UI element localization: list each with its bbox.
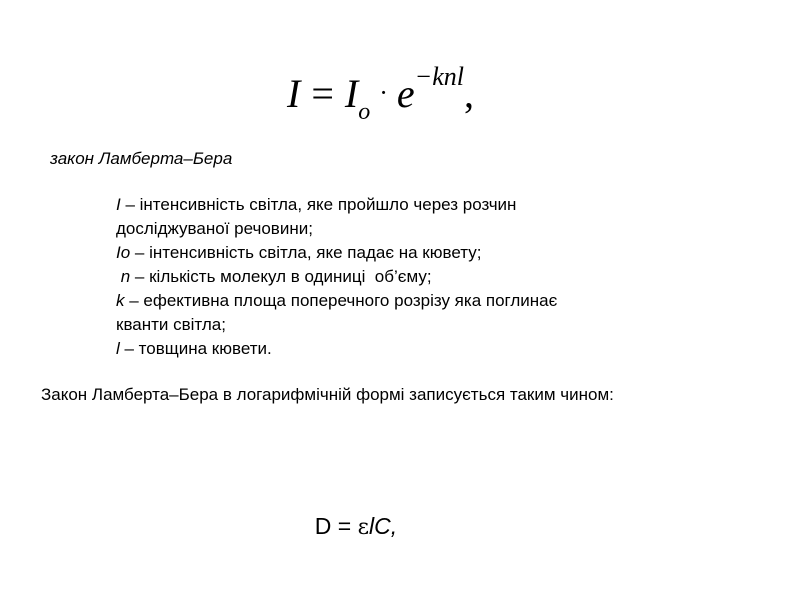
- formula-intensity-symbol: I: [287, 71, 301, 116]
- formula-subscript: o: [358, 99, 371, 125]
- formula-exponent: −knl: [414, 62, 464, 91]
- definition-symbol: I: [116, 195, 121, 214]
- definition-symbol: l: [116, 339, 120, 358]
- definition-text: – кількість молекул в одиниці об’єму;: [130, 267, 432, 286]
- definition-text: – товщина кювети.: [119, 339, 272, 358]
- formula-trailing-comma: ,: [463, 71, 474, 116]
- definition-text: – інтенсивність світла, яке пройшло через розчин: [120, 195, 517, 214]
- definition-line: [116, 289, 557, 313]
- definition-line: [116, 217, 557, 241]
- definition-line: [116, 313, 557, 337]
- definition-text: – інтенсивність світла, яке падає на кювету;: [130, 243, 482, 262]
- formula-initial-intensity-symbol: I: [344, 71, 359, 116]
- definition-line: [116, 265, 557, 289]
- definitions-list: [116, 193, 557, 361]
- formula-multiply-dot: ·: [379, 78, 388, 107]
- definition-text: досліджуваної речовини;: [116, 219, 313, 238]
- definition-line: [116, 193, 557, 217]
- definition-line: [116, 337, 557, 361]
- law-caption: закон Ламберта–Бера: [50, 149, 233, 168]
- main-formula: [287, 52, 474, 137]
- definition-symbol: Io: [116, 243, 131, 262]
- definition-symbol: n: [120, 267, 131, 286]
- log-formula: [302, 486, 397, 540]
- log-form-caption: Закон Ламберта–Бера в логарифмічній формі записується таким чином:: [41, 385, 614, 404]
- log-formula-epsilon: ε: [357, 515, 370, 540]
- definition-line: [116, 241, 557, 265]
- log-formula-lhs: D: [314, 513, 332, 539]
- definition-symbol: k: [116, 291, 125, 310]
- log-formula-equals: =: [331, 513, 358, 539]
- definition-text: кванти світла;: [116, 315, 226, 334]
- formula-equals-sign: =: [311, 71, 334, 116]
- definition-text: – ефективна площа поперечного розрізу яка поглинає: [124, 291, 558, 310]
- formula-exponential-base: e: [396, 71, 415, 116]
- log-formula-rest: lC,: [369, 513, 398, 539]
